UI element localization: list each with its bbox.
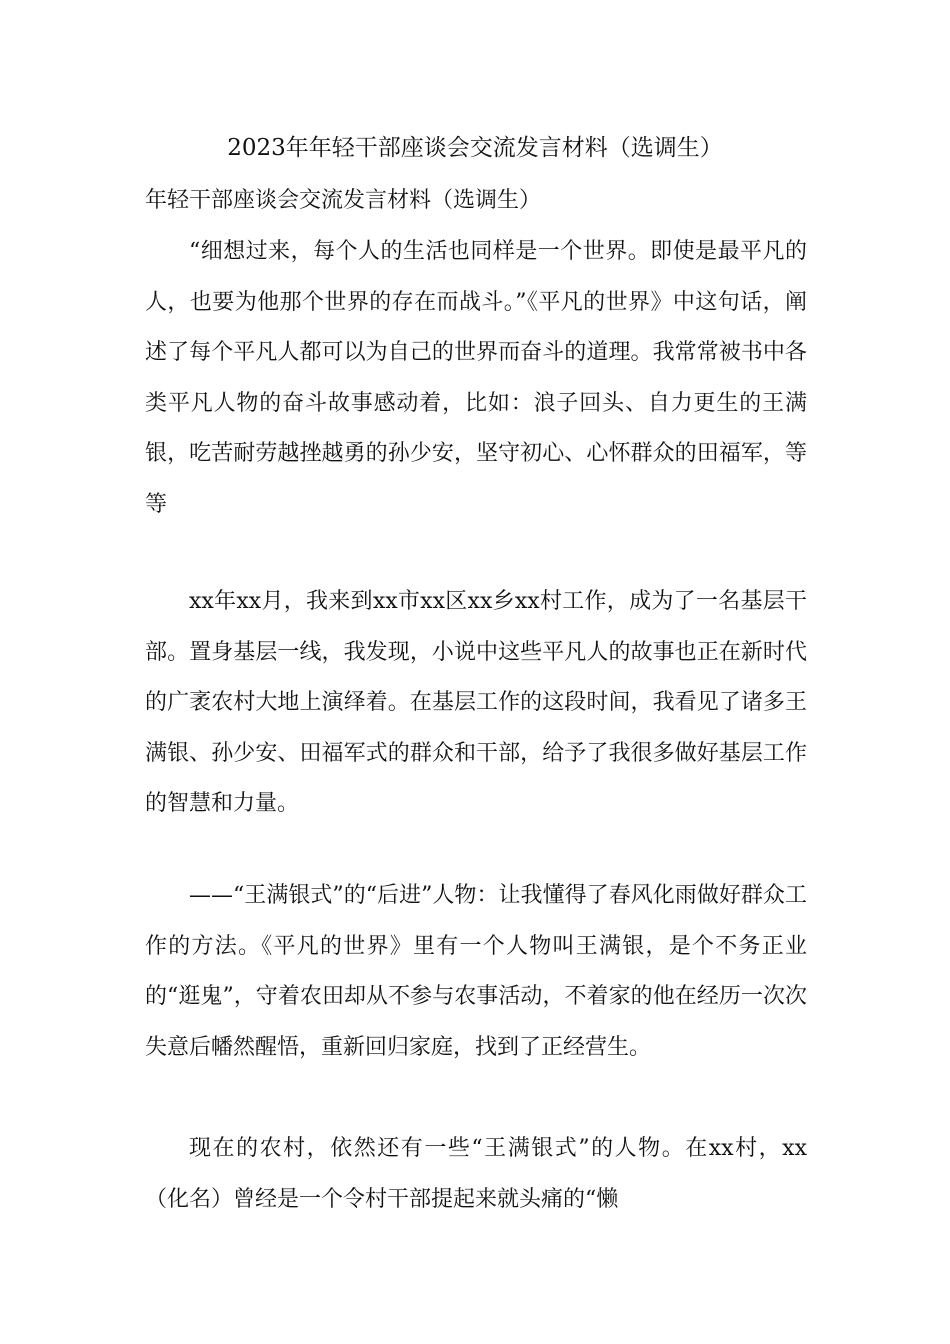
- document-title: 2023年年轻干部座谈会交流发言材料（选调生）: [227, 135, 723, 161]
- paragraph-intro: “细想过来，每个人的生活也同样是一个世界。即使是最平凡的人，也要为他那个世界的存在而战斗。”《平凡的世界》中这句话，阐述了每个平凡人都可以为自己的世界而奋斗的道理。我常常被书中各类平凡人物的奋斗故事感动着，比如：浪子回头、自力更生的王满银，吃苦耐劳越挫越勇的孙少安，坚守初心、心怀群众的田福军，等等: [145, 239, 807, 517]
- paragraph-grassroots-work: xx年xx月，我来到xx市xx区xx乡xx村工作，成为了一名基层干部。置身基层一线，我发现，小说中这些平凡人的故事也正在新时代的广袤农村大地上演绎着。在基层工作的这段时间，我看见了诸多王满银、孙少安、田福军式的群众和干部，给予了我很多做好基层工作的智慧和力量。: [145, 589, 807, 816]
- paragraph-village-today: 现在的农村，依然还有一些“王满银式”的人物。在xx村，xx（化名）曾经是一个令村干部提起来就头痛的“懒: [145, 1136, 807, 1212]
- document-subtitle: 年轻干部座谈会交流发言材料（选调生）: [145, 188, 542, 213]
- paragraph-wang-manyin: ——“王满银式”的“后进”人物：让我懂得了春风化雨做好群众工作的方法。《平凡的世界》里有一个人物叫王满银，是个不务正业的“逛鬼”，守着农田却从不参与农事活动，不着家的他在经历一次次失意后幡然醒悟，重新回归家庭，找到了正经营生。: [145, 883, 807, 1060]
